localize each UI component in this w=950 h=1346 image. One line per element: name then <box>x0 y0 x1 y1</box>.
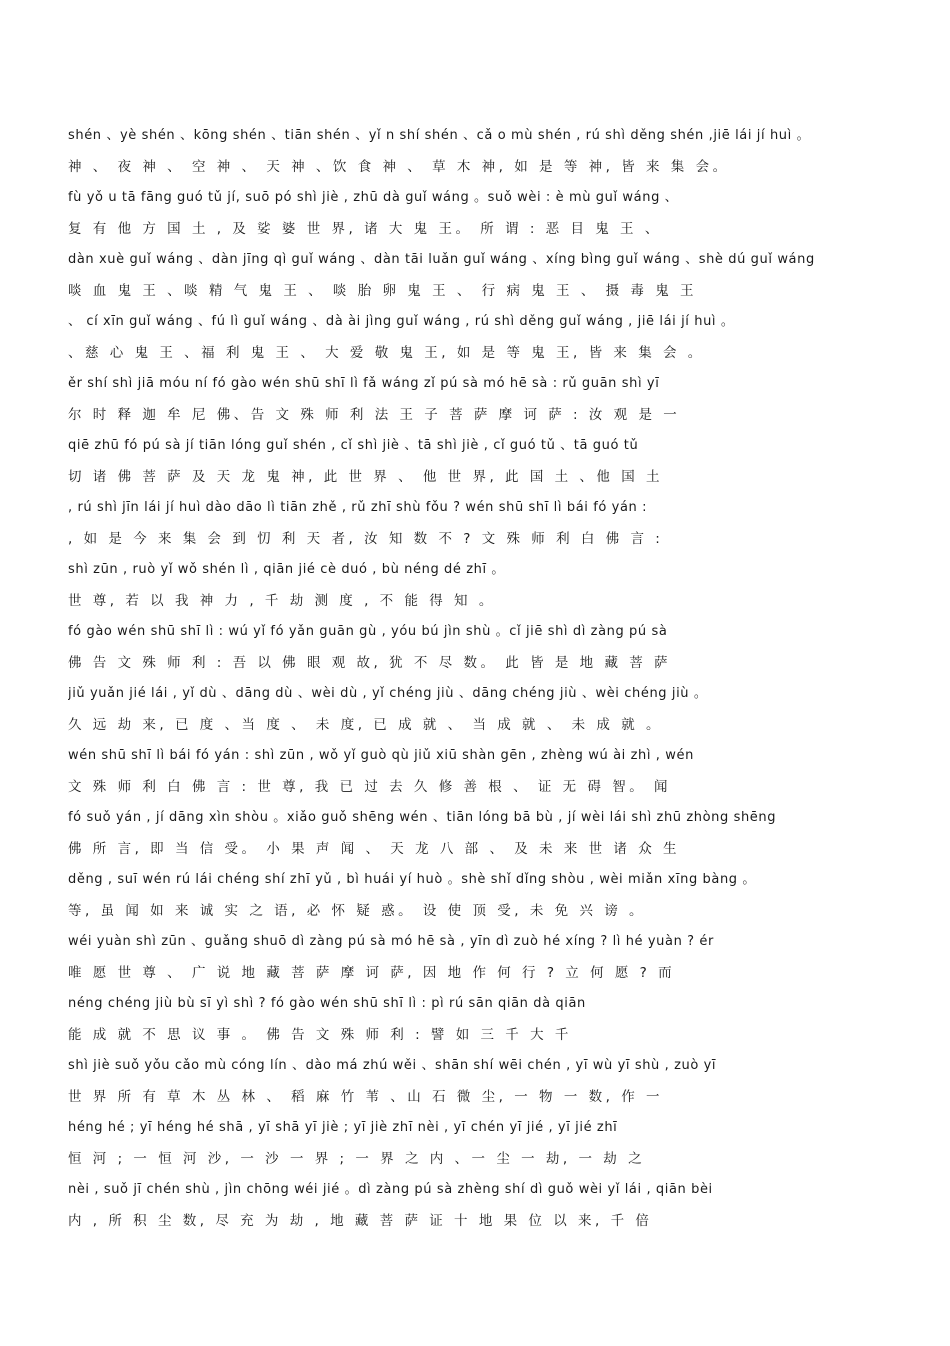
pinyin-line: fù yǒ u tā fāng guó tǔ jí, suō pó shì jiè , zhū dà guǐ wáng 。suǒ wèi : è mù guǐ wáng 、 <box>68 190 679 205</box>
pinyin-line: qiē zhū fó pú sà jí tiān lóng guǐ shén , cǐ shì jiè 、tā shì jiè , cǐ guó tǔ 、tā guó tǔ <box>68 438 639 453</box>
hanzi-line: , 如 是 今 来 集 会 到 忉 利 天 者, 汝 知 数 不 ? 文 殊 师 利 白 佛 言 : <box>68 531 664 547</box>
hanzi-line: 恒 河 ; 一 恒 河 沙, 一 沙 一 界 ; 一 界 之 内 、一 尘 一 劫, 一 劫 之 <box>68 1151 646 1167</box>
hanzi-line: 切 诸 佛 菩 萨 及 天 龙 鬼 神, 此 世 界 、 他 世 界, 此 国 土 、他 国 土 <box>68 469 663 485</box>
pinyin-line: wén shū shī lì bái fó yán : shì zūn , wǒ yǐ guò qù jiǔ xiū shàn gēn , zhèng wú ài zhì , wén <box>68 748 694 763</box>
pinyin-line: dàn xuè guǐ wáng 、dàn jīng qì guǐ wáng 、dàn tāi luǎn guǐ wáng 、xíng bìng guǐ wáng 、shè dú guǐ wáng <box>68 252 815 267</box>
hanzi-line: 佛 告 文 殊 师 利 : 吾 以 佛 眼 观 故, 犹 不 尽 数。 此 皆 是 地 藏 菩 萨 <box>68 655 672 671</box>
pinyin-line: ěr shí shì jiā móu ní fó gào wén shū shī lì fǎ wáng zǐ pú sà mó hē sà : rǔ guān shì yī <box>68 376 660 391</box>
hanzi-line: 啖 血 鬼 王 、啖 精 气 鬼 王 、 啖 胎 卵 鬼 王 、 行 病 鬼 王 、 摄 毒 鬼 王 <box>68 283 697 299</box>
pinyin-line: shì zūn , ruò yǐ wǒ shén lì , qiān jié cè duó , bù néng dé zhī 。 <box>68 562 506 577</box>
hanzi-line: 世 尊, 若 以 我 神 力 , 千 劫 测 度 , 不 能 得 知 。 <box>68 593 496 609</box>
pinyin-line: shì jiè suǒ yǒu cǎo mù cóng lín 、dào má zhú wěi 、shān shí wēi chén , yī wù yī shù , zuò yī <box>68 1058 717 1073</box>
pinyin-line: wéi yuàn shì zūn 、guǎng shuō dì zàng pú sà mó hē sà , yīn dì zuò hé xíng ? lì hé yuàn ? ér <box>68 934 714 949</box>
hanzi-line: 佛 所 言, 即 当 信 受。 小 果 声 闻 、 天 龙 八 部 、 及 未 来 世 诸 众 生 <box>68 841 680 857</box>
hanzi-line: 唯 愿 世 尊 、 广 说 地 藏 菩 萨 摩 诃 萨, 因 地 作 何 行 ? 立 何 愿 ? 而 <box>68 965 676 981</box>
hanzi-line: 久 远 劫 来, 已 度 、当 度 、 未 度, 已 成 就 、 当 成 就 、 未 成 就 。 <box>68 717 663 733</box>
pinyin-line: , rú shì jīn lái jí huì dào dāo lì tiān zhě , rǔ zhī shù fǒu ? wén shū shī lì bái fó yán : <box>68 500 648 515</box>
pinyin-line: fó gào wén shū shī lì : wú yǐ fó yǎn guān gù , yóu bú jìn shù 。cǐ jiē shì dì zàng pú sà <box>68 624 668 639</box>
text-body <box>68 127 928 1243</box>
hanzi-line: 内 , 所 积 尘 数, 尽 充 为 劫 , 地 藏 菩 萨 证 十 地 果 位 以 来, 千 倍 <box>68 1213 653 1229</box>
hanzi-line: 文 殊 师 利 白 佛 言 : 世 尊, 我 已 过 去 久 修 善 根 、 证 无 碍 智。 闻 <box>68 779 672 795</box>
pinyin-line: nèi , suǒ jī chén shù , jìn chōng wéi jié 。dì zàng pú sà zhèng shí dì guǒ wèi yǐ lái , qiān bèi <box>68 1182 713 1197</box>
hanzi-line: 等, 虽 闻 如 来 诚 实 之 语, 必 怀 疑 惑。 设 使 顶 受, 未 免 兴 谤 。 <box>68 903 646 919</box>
hanzi-line: 世 界 所 有 草 木 丛 林 、 稻 麻 竹 苇 、山 石 微 尘, 一 物 一 数, 作 一 <box>68 1089 663 1105</box>
pinyin-line: néng chéng jiù bù sī yì shì ? fó gào wén shū shī lì : pì rú sān qiān dà qiān <box>68 996 586 1011</box>
hanzi-line: 神 、 夜 神 、 空 神 、 天 神 、饮 食 神 、 草 木 神, 如 是 等 神, 皆 来 集 会。 <box>68 159 730 175</box>
pinyin-line: děng , suī wén rú lái chéng shí zhī yǔ , bì huái yí huò 。shè shǐ dǐng shòu , wèi miǎn xīng bàng 。 <box>68 872 756 887</box>
hanzi-line: 、慈 心 鬼 王 、福 利 鬼 王 、 大 爱 敬 鬼 王, 如 是 等 鬼 王, 皆 来 集 会 。 <box>68 345 705 361</box>
pinyin-line: shén 、yè shén 、kōng shén 、tiān shén 、yǐ n shí shén 、cǎ o mù shén , rú shì děng shén ,jiē lái jí huì 。 <box>68 128 811 143</box>
hanzi-line: 尔 时 释 迦 牟 尼 佛、告 文 殊 师 利 法 王 子 菩 萨 摩 诃 萨 : 汝 观 是 一 <box>68 407 681 423</box>
pinyin-line: 、 cí xīn guǐ wáng 、fú lì guǐ wáng 、dà ài jìng guǐ wáng , rú shì děng guǐ wáng , jiē lái jí huì 。 <box>68 314 735 329</box>
hanzi-line: 能 成 就 不 思 议 事 。 佛 告 文 殊 师 利 : 譬 如 三 千 大 千 <box>68 1027 572 1043</box>
pinyin-line: jiǔ yuǎn jié lái , yǐ dù 、dāng dù 、wèi dù , yǐ chéng jiù 、dāng chéng jiù 、wèi chéng jiù 。 <box>68 686 708 701</box>
pinyin-line: fó suǒ yán , jí dāng xìn shòu 。xiǎo guǒ shēng wén 、tiān lóng bā bù , jí wèi lái shì zhū zhòng shēng <box>68 810 777 825</box>
pinyin-line: héng hé ; yī héng hé shā , yī shā yī jiè ; yī jiè zhī nèi , yī chén yī jié , yī jié zhī <box>68 1120 618 1135</box>
hanzi-line: 复 有 他 方 国 土 , 及 娑 婆 世 界, 诸 大 鬼 王。 所 谓 : 恶 目 鬼 王 、 <box>68 221 662 237</box>
